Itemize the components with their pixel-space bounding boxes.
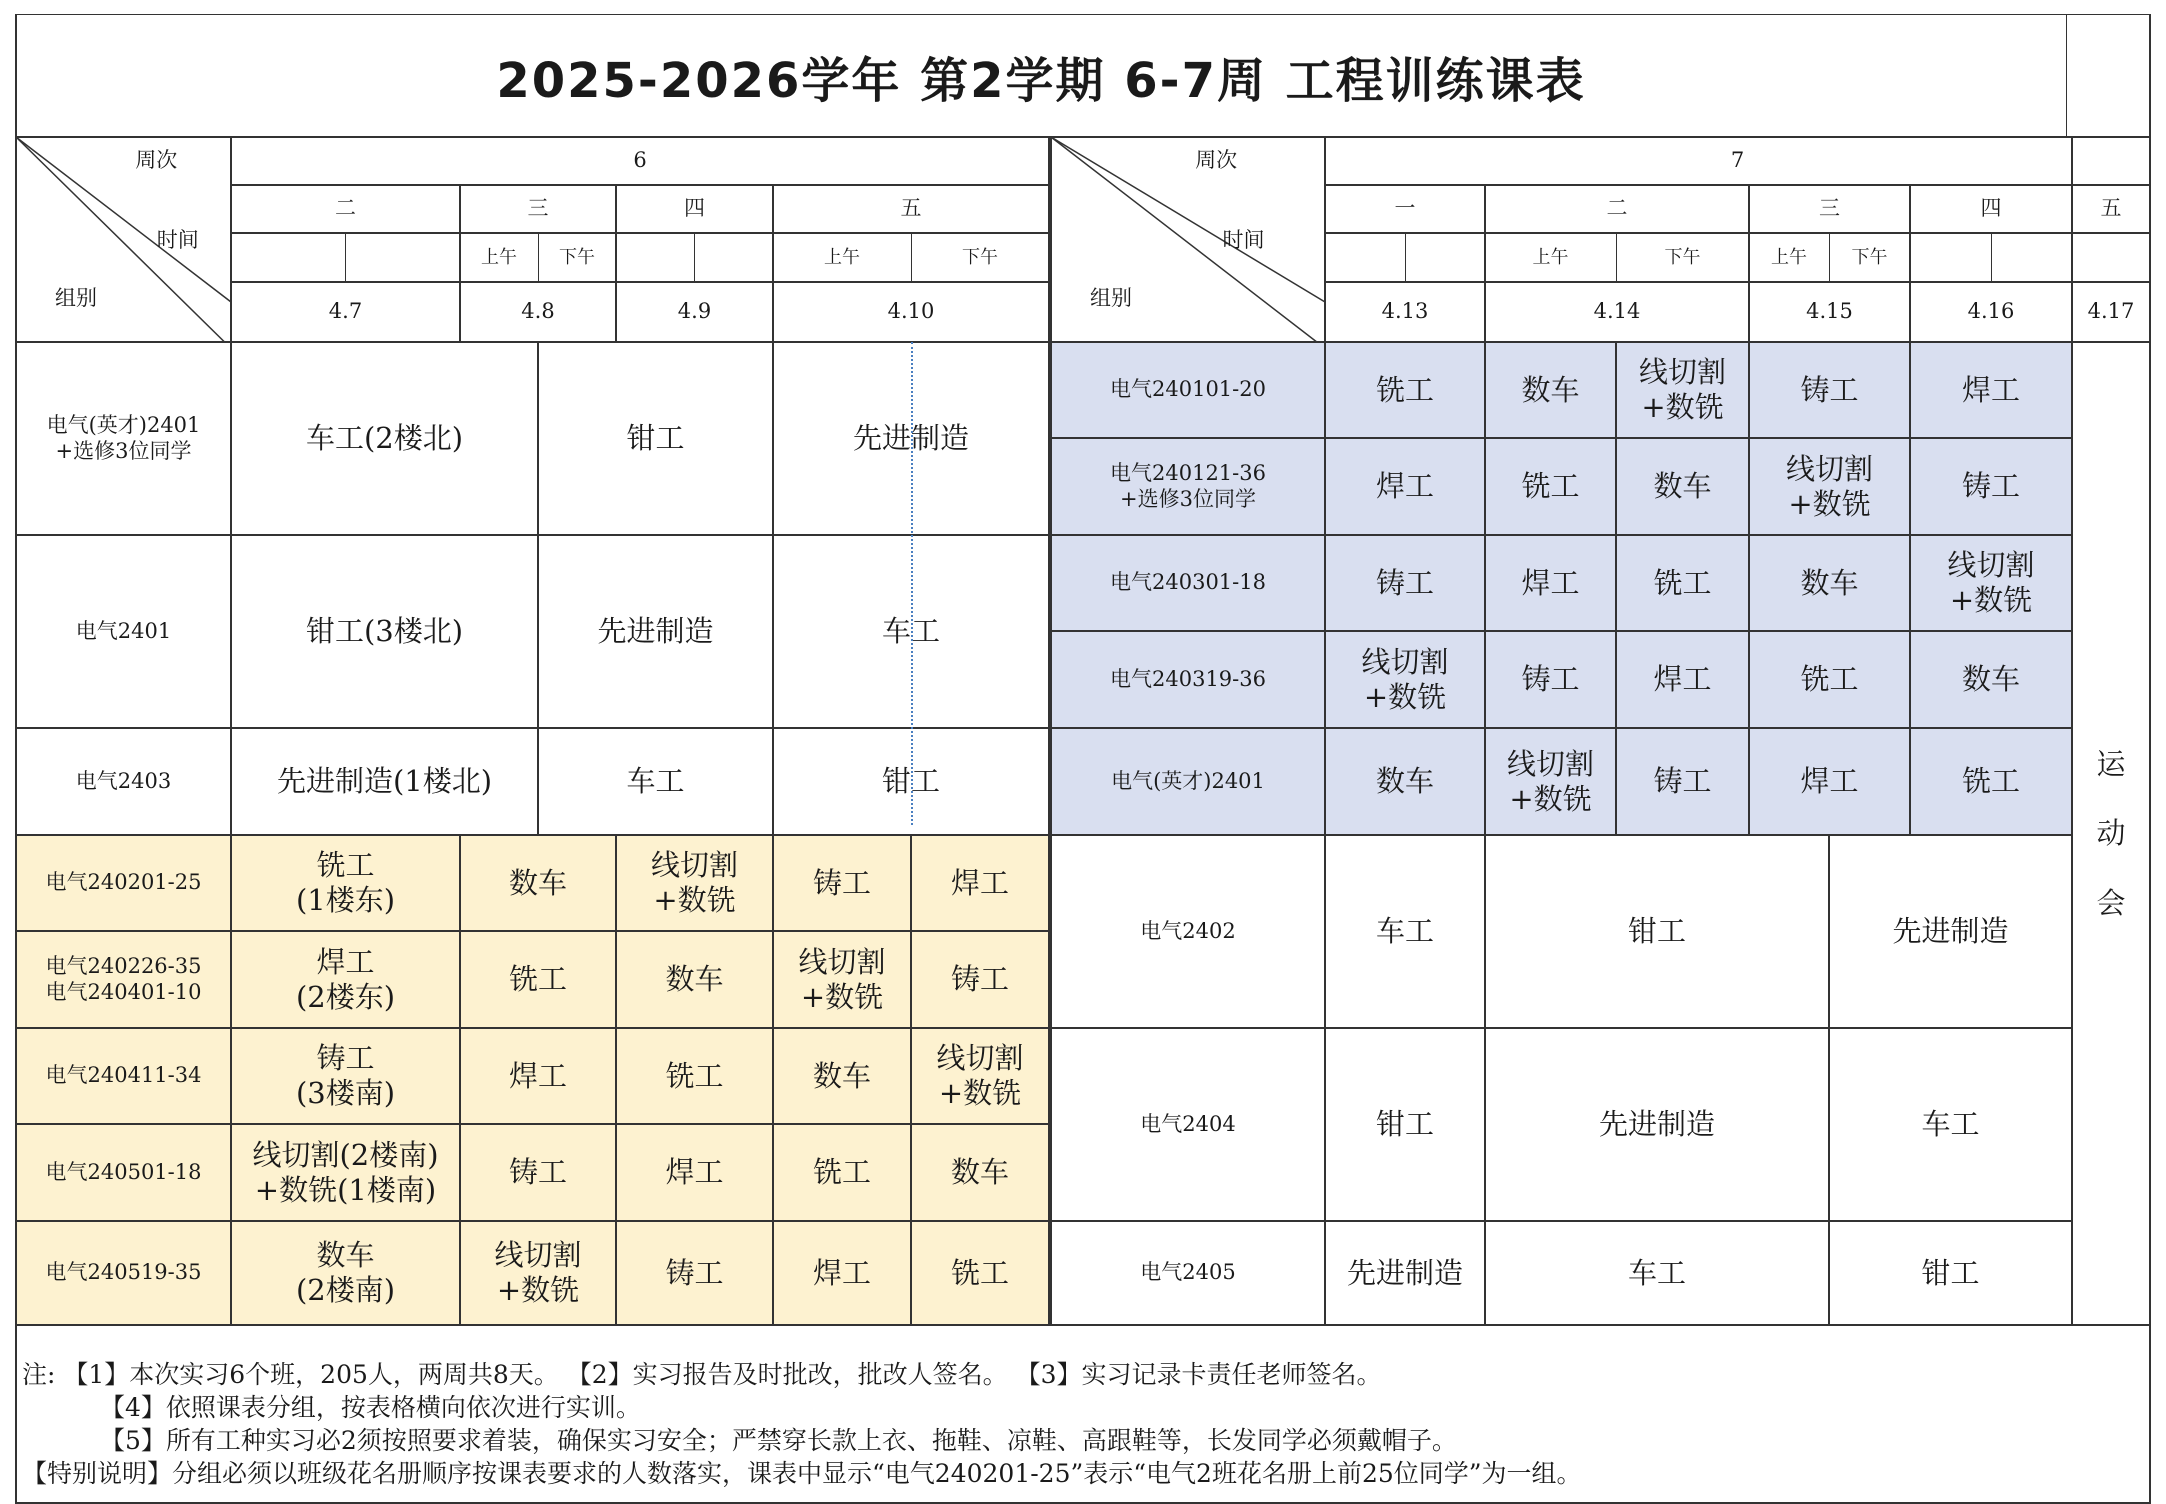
- grid-line-v: [911, 233, 912, 282]
- week7-course-cell: 铸工: [1521, 662, 1580, 697]
- week6-course-cell: 先进制造: [597, 614, 714, 649]
- week7-course-cell: 铣工: [1800, 662, 1859, 697]
- week6-course-cell: 焊工: [812, 1255, 871, 1290]
- grid-line-v: [1049, 233, 1050, 282]
- week7-group-label: 电气240319-36: [1110, 666, 1266, 691]
- week6-course-cell: 线切割 +数铣: [798, 944, 886, 1014]
- grid-line-v: [1324, 835, 1326, 1325]
- week6-course-cell: 铣工: [508, 962, 567, 997]
- week6-course-cell: 线切割 +数铣: [494, 1238, 582, 1307]
- week6-course-cell: 线切割 +数铣: [936, 1041, 1024, 1110]
- grid-line-v: [1484, 342, 1486, 835]
- week7-course-cell: 线切割 +数铣: [1947, 548, 2035, 617]
- week7-course-cell: 数车: [1375, 764, 1434, 799]
- week7-course-cell: 车工: [1627, 1255, 1686, 1290]
- week7-day-0: 一: [1394, 196, 1416, 221]
- week6-course-cell: 铸工 (3楼南): [295, 1041, 396, 1110]
- week6-course-cell: 铣工 (1楼东): [295, 848, 396, 917]
- week7-course-cell: 先进制造: [1346, 1255, 1463, 1290]
- grid-line-v: [1050, 137, 1052, 1325]
- grid-line-v: [459, 835, 461, 1325]
- week6-course-cell: 铸工: [812, 865, 871, 900]
- week7-course-cell: 线切割 +数铣: [1506, 746, 1594, 816]
- grid-line-v: [1616, 233, 1617, 282]
- grid-line-h: [1325, 232, 2150, 234]
- week7-course-cell: 铣工: [1375, 372, 1434, 407]
- grid-line-h: [1051, 1220, 2072, 1222]
- week6-course-cell: 线切割 +数铣: [650, 848, 738, 917]
- grid-line-v: [1485, 233, 1486, 282]
- week7-day-2: 三: [1819, 196, 1840, 221]
- week7-course-cell: 线切割 +数铣: [1638, 355, 1726, 424]
- week6-group-label: 电气2401: [75, 618, 172, 643]
- week7-course-cell: 铣工: [1521, 469, 1580, 504]
- grid-line-v: [1748, 342, 1750, 835]
- grid-line-h: [1051, 341, 2072, 343]
- week7-course-cell: 车工: [1375, 914, 1434, 949]
- grid-line-v: [2071, 835, 2073, 1325]
- grid-line-h: [1051, 1027, 2072, 1029]
- week6-course-cell: 铣工: [812, 1155, 871, 1190]
- grid-line-h: [16, 930, 1049, 932]
- footnote-line: 【特别说明】分组必须以班级花名册顺序按课表要求的人数落实，课表中显示“电气240201-25”表示“电气2班花名册上前25位同学”为一组。: [22, 1459, 1582, 1488]
- grid-line-h: [231, 184, 1049, 186]
- week7-course-cell: 焊工: [1800, 764, 1859, 799]
- grid-line-v: [1909, 342, 1911, 835]
- grid-line-h: [16, 727, 1049, 729]
- week7-course-cell: 钳工: [1375, 1107, 1434, 1142]
- week7-course-cell: 焊工: [1961, 372, 2020, 407]
- footnote-line: 【5】所有工种实习必2须按照要求着装，确保实习安全；严禁穿长款上衣、拖鞋、凉鞋、高跟鞋等，长发同学必须戴帽子。: [100, 1426, 1457, 1455]
- week6-time-label: 时间: [156, 228, 199, 253]
- week6-course-cell: 线切割(2楼南) +数铣(1楼南): [252, 1137, 439, 1207]
- week6-number: 6: [633, 148, 647, 173]
- week6-am-label-1: 上午: [824, 246, 860, 268]
- week7-course-cell: 数车: [1521, 372, 1580, 407]
- week6-course-cell: 数车: [508, 865, 567, 900]
- week7-group-label: 电气240101-20: [1110, 377, 1266, 402]
- week7-course-cell: 钳工: [1627, 914, 1686, 949]
- week7-course-cell: 数车: [1800, 565, 1859, 600]
- week6-course-cell: 车工: [626, 764, 685, 799]
- grid-line-v: [1828, 835, 1830, 1325]
- week6-course-cell: 数车: [950, 1155, 1009, 1190]
- grid-line-v: [1324, 342, 1326, 835]
- week7-course-cell: 线切割 +数铣: [1361, 644, 1449, 714]
- grid-line-v: [772, 342, 774, 835]
- week7-group-label: 组别: [1090, 286, 1132, 311]
- week7-number: 7: [1730, 148, 1745, 173]
- week7-course-cell: 数车: [1961, 662, 2020, 697]
- week7-course-cell: 钳工: [1921, 1255, 1980, 1290]
- week6-course-cell: 数车: [812, 1058, 871, 1093]
- grid-line-v: [615, 835, 617, 1325]
- grid-line-v: [1048, 835, 1050, 1325]
- footnote-line: 【4】依照课表分组，按表格横向依次进行实训。: [100, 1393, 641, 1422]
- grid-line-v: [772, 835, 774, 1325]
- week7-course-cell: 数车: [1653, 469, 1712, 504]
- grid-line-v: [910, 835, 912, 1325]
- week7-day-4: 五: [2100, 196, 2122, 221]
- week6-course-cell: 铣工: [950, 1255, 1009, 1290]
- grid-line-h: [1051, 834, 2072, 836]
- week6-group-label: 电气240501-18: [45, 1159, 202, 1184]
- grid-line-v: [538, 233, 539, 282]
- grid-line-v: [1991, 233, 1992, 282]
- grid-line-h: [1051, 630, 2072, 632]
- grid-line-h: [16, 1027, 1049, 1029]
- week7-course-cell: 车工: [1921, 1107, 1980, 1142]
- grid-line-v: [1405, 233, 1406, 282]
- grid-line-v: [773, 233, 774, 282]
- grid-line-h: [1325, 184, 2150, 186]
- week7-group-label: 电气240301-18: [1110, 570, 1266, 595]
- week6-date-2: 4.9: [677, 299, 712, 324]
- week7-am-label-1: 上午: [1771, 246, 1807, 268]
- grid-line-h: [1051, 727, 2072, 729]
- week6-date-1: 4.8: [521, 299, 555, 324]
- week7-course-cell: 焊工: [1653, 662, 1712, 697]
- week6-group-label: 电气240226-35 电气240401-10: [45, 954, 202, 1004]
- week7-week-label: 周次: [1195, 148, 1238, 173]
- week6-course-cell: 焊工 (2楼东): [295, 944, 396, 1014]
- week6-course-cell: 焊工: [665, 1155, 724, 1190]
- week6-group-label: 电气2403: [75, 768, 172, 793]
- sports-meet-cell: 运 动 会: [2096, 746, 2126, 920]
- week7-group-label: 电气2404: [1140, 1111, 1236, 1136]
- week7-course-cell: 线切割 +数铣: [1785, 451, 1873, 521]
- week7-group-label: 电气240121-36 +选修3位同学: [1110, 461, 1266, 511]
- grid-line-v: [1615, 342, 1617, 835]
- grid-line-v: [231, 233, 232, 282]
- grid-line-h: [231, 281, 1049, 283]
- grid-line-h: [16, 341, 1049, 343]
- grid-line-v: [694, 233, 695, 282]
- week7-date-1: 4.14: [1593, 299, 1641, 324]
- grid-line-h: [1325, 281, 2150, 283]
- week6-course-cell: 车工(2楼北): [305, 421, 464, 456]
- week6-course-cell: 钳工(3楼北): [305, 614, 464, 649]
- grid-line-v: [460, 233, 461, 282]
- grid-line-v: [15, 14, 17, 1504]
- week6-day-0: 二: [335, 196, 356, 221]
- week7-course-cell: 先进制造: [1892, 914, 2009, 949]
- grid-line-v: [537, 342, 539, 835]
- grid-line-v: [2150, 233, 2151, 282]
- week6-course-cell: 铣工: [665, 1058, 724, 1093]
- week6-course-cell: 焊工: [508, 1058, 567, 1093]
- week6-date-3: 4.10: [887, 299, 935, 324]
- week6-week-label: 周次: [135, 148, 178, 173]
- grid-line-v: [1484, 835, 1486, 1325]
- grid-line-h: [16, 1220, 1049, 1222]
- week7-time-label: 时间: [1222, 228, 1265, 253]
- week6-course-cell: 铸工: [508, 1155, 567, 1190]
- week7-course-cell: 铸工: [1961, 469, 2020, 504]
- grid-line-v: [1325, 233, 1326, 282]
- title-top-line: [16, 14, 2150, 15]
- week7-am-label-0: 上午: [1532, 246, 1569, 268]
- week7-course-cell: 铣工: [1961, 764, 2020, 799]
- week6-course-cell: 焊工: [950, 865, 1009, 900]
- week6-day-3: 五: [900, 196, 922, 221]
- week6-course-cell: 铸工: [665, 1255, 724, 1290]
- week6-day-1: 三: [527, 196, 549, 221]
- week6-group-label: 组别: [55, 286, 97, 311]
- week6-course-cell: 先进制造(1楼北): [276, 764, 493, 799]
- week7-date-2: 4.15: [1806, 299, 1853, 324]
- week7-course-cell: 铣工: [1653, 565, 1712, 600]
- grid-line-h: [231, 232, 1049, 234]
- week7-day-1: 二: [1606, 196, 1628, 221]
- week6-course-cell: 钳工: [626, 421, 685, 456]
- grid-line-h: [16, 534, 1049, 536]
- grid-line-h: [16, 136, 2150, 138]
- week6-course-cell: 铸工: [950, 962, 1009, 997]
- week7-course-cell: 铸工: [1375, 565, 1434, 600]
- week7-day-3: 四: [1980, 196, 2002, 221]
- week6-group-label: 电气240411-34: [45, 1063, 202, 1088]
- grid-line-h: [1051, 437, 2072, 439]
- week6-pm-label-0: 下午: [559, 246, 595, 268]
- grid-line-v: [1749, 233, 1750, 282]
- week7-pm-label-1: 下午: [1851, 246, 1888, 268]
- week6-course-cell: 数车 (2楼南): [295, 1238, 396, 1307]
- week6-group-label: 电气(英才)2401 +选修3位同学: [46, 413, 201, 463]
- grid-line-v: [345, 233, 346, 282]
- week6-group-label: 电气240201-25: [45, 870, 202, 895]
- week7-course-cell: 焊工: [1375, 469, 1434, 504]
- grid-line-h: [16, 1123, 1049, 1125]
- week7-course-cell: 先进制造: [1598, 1107, 1715, 1142]
- week7-date-4: 4.17: [2087, 299, 2135, 324]
- week7-course-cell: 铸工: [1800, 372, 1859, 407]
- grid-line-v: [1910, 233, 1911, 282]
- week6-pm-label-1: 下午: [962, 246, 998, 268]
- title-right-line: [2066, 14, 2067, 137]
- week6-am-label-0: 上午: [481, 246, 517, 268]
- grid-line-v: [230, 835, 232, 1325]
- week7-course-cell: 铸工: [1653, 764, 1712, 799]
- week7-date-0: 4.13: [1381, 299, 1429, 324]
- week7-date-3: 4.16: [1967, 299, 2015, 324]
- week7-pm-label-0: 下午: [1664, 246, 1701, 268]
- week6-course-cell: 先进制造: [852, 421, 969, 456]
- grid-line-v: [1829, 233, 1830, 282]
- week6-course-cell: 数车: [665, 962, 724, 997]
- footnote-line: 注: 【1】本次实习6个班，205人，两周共8天。 【2】实习报告及时批改，批改人签名。 【3】实习记录卡责任老师签名。: [22, 1360, 1382, 1389]
- week7-group-label: 电气2405: [1140, 1260, 1236, 1285]
- week6-course-cell: 钳工: [881, 764, 940, 799]
- week6-dotted-divider: [911, 342, 913, 825]
- grid-line-h: [16, 1324, 1049, 1326]
- week7-course-cell: 焊工: [1521, 565, 1580, 600]
- page-title: 2025-2026学年 第2学期 6-7周 工程训练课表: [496, 53, 1586, 110]
- grid-line-h: [1051, 1324, 2072, 1326]
- week6-course-cell: 车工: [881, 614, 940, 649]
- grid-line-h: [16, 834, 1049, 836]
- week7-group-label: 电气2402: [1140, 918, 1236, 943]
- week7-group-label: 电气(英才)2401: [1111, 768, 1265, 793]
- grid-line-v: [616, 233, 617, 282]
- grid-line-h: [1051, 534, 2072, 536]
- week6-date-0: 4.7: [328, 299, 363, 324]
- week6-group-label: 电气240519-35: [45, 1260, 202, 1285]
- week6-day-2: 四: [684, 196, 705, 221]
